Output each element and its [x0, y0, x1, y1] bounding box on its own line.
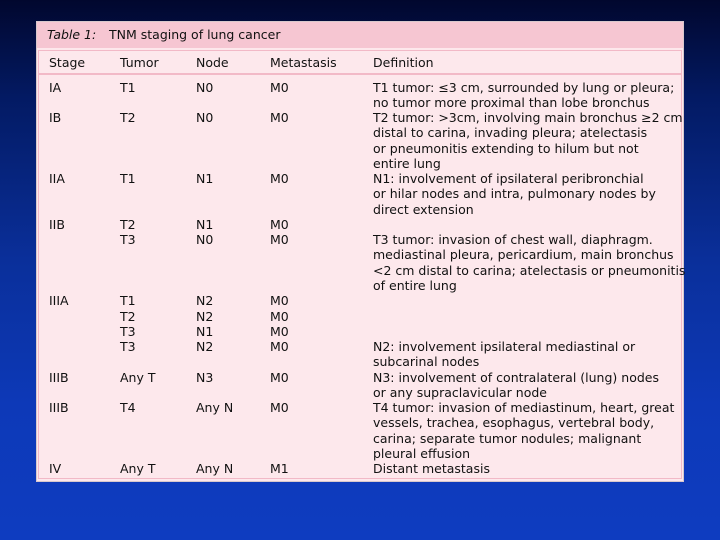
definition-line: or any supraclavicular node [373, 385, 547, 401]
table-header-row [39, 51, 681, 73]
metastasis-cell: M0 [270, 293, 289, 308]
header-stage: Stage [49, 55, 86, 70]
header-metastasis: Metastasis [270, 55, 337, 70]
node-cell: Any N [196, 400, 234, 415]
node-cell: N2 [196, 309, 214, 324]
definition-line: or pneumonitis extending to hilum but not [373, 140, 639, 156]
tumor-cell: T1 [120, 293, 136, 308]
tumor-cell: Any T [120, 461, 156, 476]
tumor-cell: T2 [120, 309, 136, 324]
metastasis-cell: M1 [270, 461, 289, 476]
header-divider [39, 73, 681, 75]
stage-cell: IIB [49, 217, 65, 232]
definition-line: carina; separate tumor nodules; malignant [373, 430, 642, 446]
stage-cell: IIIB [49, 370, 69, 385]
caption-title: TNM staging of lung cancer [109, 27, 281, 42]
definition-line: Distant metastasis [373, 461, 490, 476]
node-cell: N0 [196, 232, 214, 247]
stage-cell: IIIB [49, 400, 69, 415]
tumor-cell: T2 [120, 217, 136, 232]
definition-line: N2: involvement ipsilateral mediastinal or [373, 339, 636, 354]
tumor-cell: Any T [120, 370, 156, 385]
tumor-cell: T3 [120, 232, 136, 247]
definition-line: vessels, trachea, esophagus, vertebral body, [373, 415, 655, 431]
tumor-cell: T4 [120, 400, 136, 415]
node-cell: Any N [196, 461, 234, 476]
tumor-cell: T3 [120, 324, 136, 339]
node-cell: N2 [196, 339, 214, 354]
definition-line: subcarinal nodes [373, 354, 480, 370]
definition-line: T3 tumor: invasion of chest wall, diaphragm. [373, 232, 653, 247]
node-cell: N1 [196, 324, 214, 339]
definition-line: T2 tumor: >3cm, involving main bronchus ≥2 cm [373, 110, 683, 125]
tumor-cell: T2 [120, 110, 136, 125]
header-tumor: Tumor [120, 55, 159, 70]
definition-line: mediastinal pleura, pericardium, main bronchus [373, 247, 674, 263]
metastasis-cell: M0 [270, 309, 289, 324]
definition-line: N3: involvement of contralateral (lung) nodes [373, 370, 659, 385]
metastasis-cell: M0 [270, 324, 289, 339]
node-cell: N0 [196, 80, 214, 95]
table-caption [37, 22, 683, 48]
tumor-cell: T1 [120, 80, 136, 95]
metastasis-cell: M0 [270, 370, 289, 385]
node-cell: N1 [196, 217, 214, 232]
stage-cell: IIIA [49, 293, 69, 308]
metastasis-cell: M0 [270, 339, 289, 354]
node-cell: N1 [196, 171, 214, 186]
definition-line: N1: involvement of ipsilateral peribronchial [373, 171, 644, 186]
node-cell: N2 [196, 293, 214, 308]
metastasis-cell: M0 [270, 400, 289, 415]
node-cell: N0 [196, 110, 214, 125]
definition-line: entire lung [373, 155, 441, 171]
definition-line: or hilar nodes and intra, pulmonary nodes by [373, 186, 656, 202]
definition-line: <2 cm distal to carina; atelectasis or pneumonitis [373, 262, 686, 278]
metastasis-cell: M0 [270, 217, 289, 232]
stage-cell: IB [49, 110, 62, 125]
definition-line: of entire lung [373, 277, 457, 293]
stage-cell: IIA [49, 171, 65, 186]
header-node: Node [196, 55, 229, 70]
metastasis-cell: M0 [270, 171, 289, 186]
definition-line: T4 tumor: invasion of mediastinum, heart, great [373, 400, 675, 415]
table-body-frame [38, 50, 686, 479]
definition-line: no tumor more proximal than lobe bronchus [373, 95, 650, 111]
definition-line: distal to carina, invading pleura; atelectasis [373, 125, 648, 141]
definition-line: direct extension [373, 201, 474, 217]
stage-cell: IV [49, 461, 62, 476]
tumor-cell: T1 [120, 171, 136, 186]
definition-line: pleural effusion [373, 445, 471, 461]
definition-line: T1 tumor: ≤3 cm, surrounded by lung or pleura; [373, 80, 675, 95]
tnm-staging-table [36, 21, 684, 482]
header-definition: Definition [373, 55, 434, 70]
caption-label: Table 1: [47, 27, 97, 42]
stage-cell: IA [49, 80, 62, 95]
metastasis-cell: M0 [270, 232, 289, 247]
tumor-cell: T3 [120, 339, 136, 354]
node-cell: N3 [196, 370, 214, 385]
metastasis-cell: M0 [270, 80, 289, 95]
metastasis-cell: M0 [270, 110, 289, 125]
